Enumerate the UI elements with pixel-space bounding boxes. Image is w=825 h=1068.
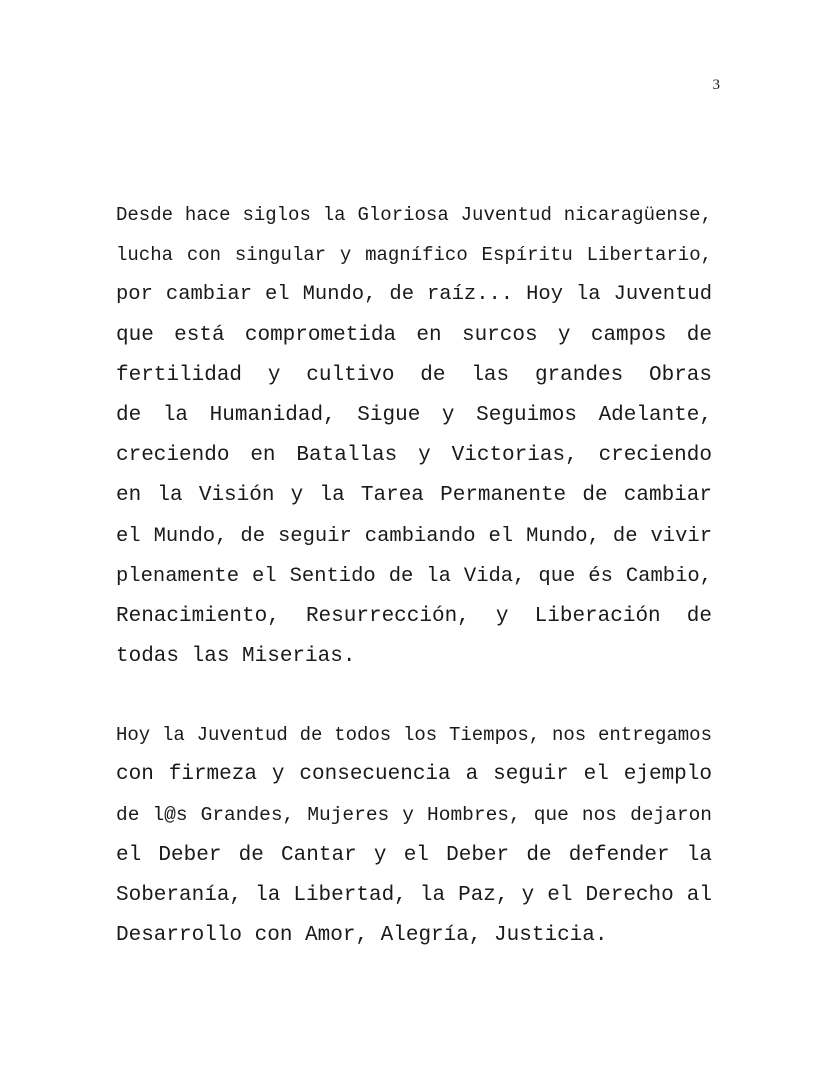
text-line: Renacimiento, Resurrección, y Liberación de [116,604,712,628]
text-line: con firmeza y consecuencia a seguir el ejemplo [116,763,712,787]
text-line: el Deber de Cantar y el Deber de defender la [116,843,712,867]
paragraph-2 [116,715,712,956]
text-line: lucha con singular y magnífico Espíritu Libertario, [116,244,712,267]
text-line: creciendo en Batallas y Victorias, creciendo [116,444,712,468]
text-line: en la Visión y la Tarea Permanente de cambiar [116,484,712,508]
page-number: 3 [712,77,720,93]
text-line: fertilidad y cultivo de las grandes Obras [116,363,712,387]
text-line: Desde hace siglos la Gloriosa Juventud nicaragüense, [116,204,712,226]
text-line: de l@s Grandes, Mujeres y Hombres, que nos dejaron [116,804,712,827]
text-line: todas las Miserias. [116,645,356,669]
text-line: el Mundo, de seguir cambiando el Mundo, de vivir [116,524,712,548]
text-line: Desarrollo con Amor, Alegría, Justicia. [116,923,608,947]
text-line: que está comprometida en surcos y campos de [116,323,712,347]
text-line: Soberanía, la Libertad, la Paz, y el Derecho al [116,883,712,907]
text-line: plenamente el Sentido de la Vida, que és Cambio, [116,564,712,588]
text-line: Hoy la Juventud de todos los Tiempos, nos entregamos [116,724,712,746]
text-line: por cambiar el Mundo, de raíz... Hoy la Juventud [116,283,712,307]
text-line: de la Humanidad, Sigue y Seguimos Adelante, [116,403,712,427]
paragraph-1 [116,195,712,677]
